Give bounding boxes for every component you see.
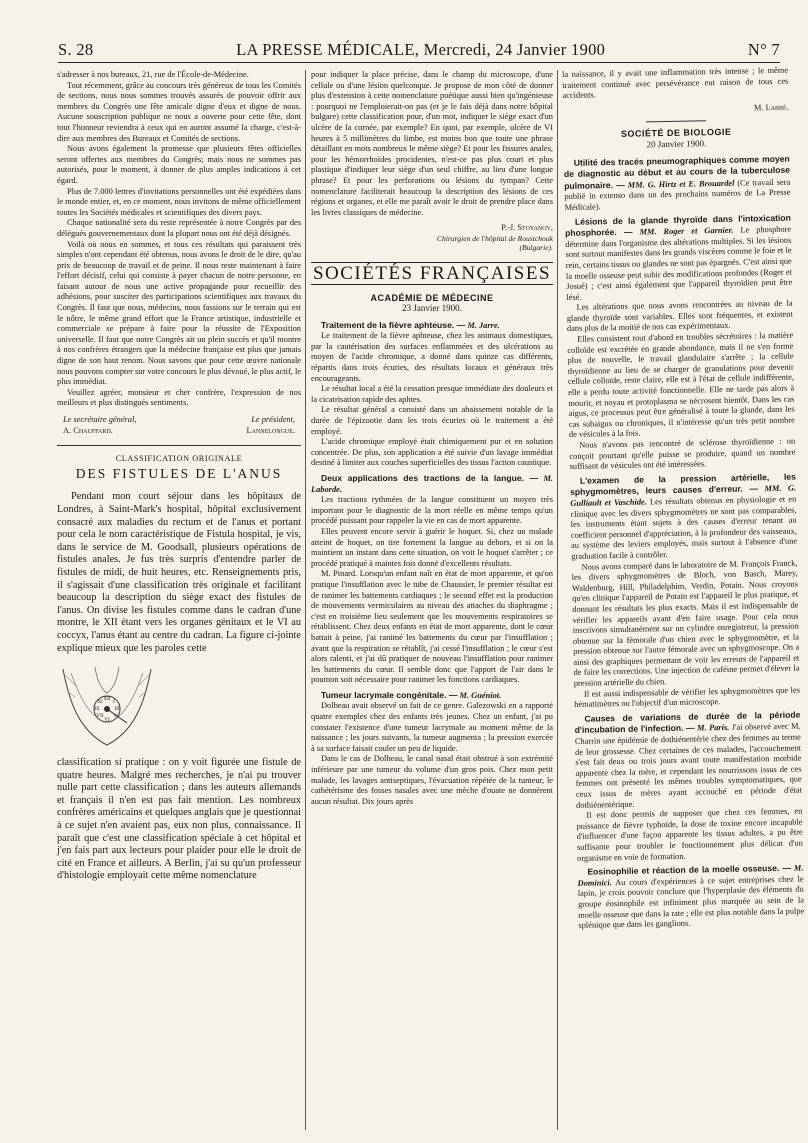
page-header [58, 38, 780, 63]
paragraph: Plus de 7.000 lettres d'invitations personnelles ont été expédiées dans le monde entier, et, en ce moment, nous invitons de même officiellement toutes les Sociétés médicales et scientifiques des divers pays. [57, 186, 301, 217]
article-title: DES FISTULES DE L'ANUS [75, 465, 283, 481]
paragraph: Il est donc permis de supposer que chez ces femmes, en puissance de fièvre typhoïde, la dose de toxine encore incapable d'influencer d'une façon apparente les tissus adultes, a pu être suffisante pour troubler le fonctionnement plus délicat d'un organisme en voie de formation. [576, 806, 803, 863]
section-date: 20 Janvier 1900. [646, 138, 707, 150]
paragraph: M. Pinard. Lorsqu'un enfant naît en état de mort apparente, et qu'on pratique l'insufflation avec le tube de Chaussier, le premier résultat est de ranimer les battements cardiaques ; le second effet est la production de mouvements vermiculaires au niveau des attaches du diaphragme ; c'est en troisième lieu seulement que les mouvements respiratoires se rétablissent. Chez deux enfants en état de mort apparente, dont le cœur battait à peine, j'ai ranimé les battements du cœur par l'insufflation ; avant que la respiration se rétablît, j'ai cessé l'insufflation ; le cœur s'est alors ralenti, et j'ai dû pratiquer de nouveau l'insufflation pour ranimer les battements du cœur. Il semble donc que l'apport de l'air dans le poumon soit nécessaire pour ranimer les fonctions cardiaques. [311, 569, 553, 685]
paragraph: Pendant mon court séjour dans les hôpitaux de Londres, à Saint-Mark's hospital, hôpital exclusivement consacré aux maladies du rectum et de l'anus et portant pour cela le nom caractéristique de Fistula hospital, je vis, dans le service de M. Goodsall, plusieurs opérations de fistules anales. Je fus très surpris d'entendre parler de fistules de midi, de huit heures, etc. Renseignements pris, il s'agissait d'une classification très originale et facilitant beaucoup la description du siège exact des fistules de l'anus. On divise les fistules comme dans le cadran d'une montre, le XII étant vers les organes génitaux et le VI au coccyx, l'anus étant au centre du cadran. La figure ci-jointe explique mieux que les paroles cette [57, 491, 301, 654]
paragraph: Nous avons également la promesse que plusieurs fêtes officielles seront offertes aux membres du Congrès; mais nous ne sommes pas autorisés, pour le moment, à donner de plus amples indications à cet égard. [57, 144, 301, 185]
column-divider [557, 70, 558, 1130]
svg-text:VI: VI [104, 718, 110, 724]
page-number: S. 28 [58, 40, 94, 59]
section-title: ACADÉMIE DE MÉDECINE [370, 292, 494, 303]
paragraph: Il est aussi indispensable de vérifier les sphygmomètres que les hématimètres ou l'objectif d'un microscope. [574, 685, 801, 710]
abstract-heading: Deux applications des tractions de la langue. — M. Laborde. [311, 473, 554, 494]
article-lead [57, 491, 301, 655]
svg-text:V: V [113, 714, 117, 720]
paragraph: Le résultat local a été la cessation presque immédiate des douleurs et la cicatrisation rapide des aphtes. [311, 384, 553, 404]
masthead-title: LA PRESSE MÉDICALE, Mercredi, 24 Janvier 1900 [236, 40, 606, 59]
svg-text:III: III [114, 707, 120, 713]
column-1 [57, 70, 301, 1130]
signature-role-left: Le secrétaire général, [63, 415, 137, 424]
section-banner: SOCIÉTÉS FRANÇAISES [312, 262, 552, 284]
signature-names [57, 426, 301, 437]
paragraph: Dolbeau avait observé un fait de ce genre. Galezowski en a rapporté quatre exemples chez des enfants très jeunes. Chez un enfant, j'ai pu constater l'existence d'une tumeur lacrymale au moment même de la naissance ; les jours suivants, la tumeur augmenta ; la pression exercée à sa surface faisait couler un peu de liquide. [311, 701, 553, 753]
paragraph: Elles peuvent encore servir à guérir le hoquet. Si, chez un malade atteint de hoquet, on tire fortement la langue au dehors, et si on la maintient un instant dans cette situation, on voit le hoquet s'arrêter ; ce procédé pratiqué à maintes fois donné d'excellents résultats. [311, 526, 553, 568]
paragraph: Tout récemment, grâce au concours très généreux de tous les Comités de sections, nous nous sommes trouvés assurés de pouvoir offrir aux membres du Congrès une fête amicale digne d'eux et digne de nous. Aucune souscription publique ne nous a ouverte pour cette fête, dont tout l'honneur reviendra à ceux qui en auront assumé la charge, c'est-à-dire aux membres des Bureaux et Comités de sections. [57, 80, 301, 143]
signature-name-left: A. Chauffard. [63, 425, 113, 435]
svg-text:IX: IX [94, 707, 100, 713]
column-divider [305, 70, 306, 1130]
article-kicker: CLASSIFICATION ORIGINALE [115, 454, 243, 464]
anal-fistula-clock-diagram [57, 661, 157, 751]
paragraph: Le traitement de la fièvre aphteuse, chez les animaux domestiques, par la cautérisation des surfaces enflammées et des ulcérations au moyen de l'acide chromique, a donné dans quinze cas différents, répartis dans trois écuries, des résultats locaux et généraux très encourageants. [311, 331, 553, 383]
figure [57, 661, 301, 751]
abstract-heading: Lésions de la glande thyroïde dans l'intoxication phosphorée. — MM. Roger et Garnier. Le phosphore détermine dans l'organisme des altérations multiples. Si les lésions sont surtout manifestes dans les grands viscères comme le foie et le rein, certains tissus ou glandes ne sont pas épargnés. C'est ainsi que la moelle osseuse peut subir des modifications profondes (Roger et Josué) ; c'est ainsi également que l'appareil thyroïdien peut être lésé. [565, 212, 793, 302]
paragraph: Elles consistent tout d'abord en troubles sécrétoires : la matière colloïde est excrétée en grande abondance, mais il ne s'en forme plus de nouvelle, le travail glandulaire s'arrête ; la cellule thyroïdienne au lieu de se charger de granulations pour devenir cellule colloïde, reste claire, elle est à l'état de cellule indifférente, elle a perdu toute activité fonctionnelle. Elle ne tarde pas alors à mourir, et noyau et protoplasma se nécrosent bientôt. Dans les cas aigus, ce processus peut être généralisé à toute la glande, dans les cas subaigus ou chroniques, il n'intéresse qu'un très petit nombre de vésicules à la fois. [567, 330, 795, 440]
signature-role-right: Le président, [251, 415, 295, 424]
abstract-heading: Eosinophilie et réaction de la moelle osseuse. — M. Dominici. Au cours d'expériences à ce sujet entreprises chez le lapin, je crois pouvoir conclure que l'hyperplasie des éléments du groupe éosinophile est infiniment plus marquée au sein de la moelle osseuse que dans la rate ; elle est plus notable dans la pulpe splénique que dans les ganglions. [577, 862, 805, 930]
paragraph: Dans le cas de Dolbeau, le canal nasal était obstrué à son extrémité inférieure par une tumeur du volume d'un gros pois. Chez mon petit malade, les lavages antiseptiques, l'évacuation répétée de la tumeur, le cathétérisme des fosses nasales avec une mèche d'ouate ne donnèrent aucun résultat. Dix jours après [311, 754, 553, 806]
paragraph: Chaque nationalité sera du reste représentée à notre Congrès par des délégués gouvernementaux dont la plupart nous ont été déjà désignés. [57, 218, 301, 238]
section-date: 23 Janvier 1900. [402, 303, 462, 314]
column-3 [562, 66, 808, 1130]
signature-roles [57, 415, 301, 426]
svg-text:XII: XII [103, 697, 111, 703]
author-affiliation-country: (Bulgarie). [519, 242, 553, 252]
abstract-heading: Utilité des tracés pneumographiques comme moyen de diagnostic au début et au cours de la tuberculose pulmonaire. — MM. G. Hirtz et E. Brouardel (Ce travail sera publié in extenso dans un des prochains numéros de La Presse Médicale). [563, 153, 791, 212]
section-divider [57, 445, 301, 446]
abstract-heading: L'examen de la pression artérielle, les sphygmomètres, leurs causes d'erreur. — MM. G. Gulliault et Vaschide. Les résultats obtenus en physiologie et en clinique avec les divers sphygmomètres ne sont pas comparables, les instruments étant sujets à des causes d'erreur tenant au coefficient personnel d'appréciation, à la profondeur des vaisseaux, au système des leviers employés, mais surtout à l'absence d'une graduation facile à contrôler. [570, 471, 798, 561]
paragraph: Les altérations que nous avons rencontrées au niveau de la glande thyroïde sont variables. Elles sont fréquentes, et existent dans plus de la moitié de nos cas expérimentaux. [566, 298, 793, 334]
paragraph: la naissance, il y avait une inflammation très intense ; le même traitement continué avec persévérance eut raison de tous ces accidents. [562, 65, 789, 101]
abstract-heading: Traitement de la fièvre aphteuse. — M. Jarre. [321, 319, 500, 330]
paragraph: Nous n'avons pas rencontré de sclérose thyroïdienne : on conçoit pourtant qu'elle puisse se produire, quand un nombre suffisant de vésicules ont été intéressées. [569, 436, 796, 472]
paragraph: Les tractions rythmées de la langue constituent un moyen très important pour le diagnostic de la mort réelle en même temps qu'un procédé puissant pour rappeler la vie en cas de mort apparente. [311, 495, 553, 526]
svg-text:XI: XI [97, 700, 103, 706]
paragraph: Voilà où nous en sommes, et tous ces résultats qui paraissent très simples n'ont cependant été obtenus, nous avons le droit de le dire, qu'au prix de beaucoup de travail et de peine. Il nous reste maintenant à faire l'effort décisif, celui qui consiste à payer chacun de notre personne, en faisant autour de nous une active propagande pour recueillir des adhésions, pour susciter des participations scientifiques aux travaux du Congrès. Il faut que nous, médecins, nous fassions sur le terrain qui est le nôtre, le même grand effort que la France artistique, industrielle et commerciale se prépare à faire pour la réussite de l'Exposition universelle. Il faut que notre Congrès ait un plein succès et qu'il montre à nos confrères étrangers que la médecine française est plus que jamais digne de son haut renom. Nous savons que pour cette œuvre nationale nous pouvons compter sur votre concours le plus dévoué, le plus actif, le plus immédiat. [57, 239, 301, 387]
paragraph: Nous avons comparé dans le laboratoire de M. François Franck, les divers sphygmomètres de Bloch, von Basch, Marey, Waldenburg, Hill, Philadelphim, Verdin, Potain. Nous croyons qu'en clinique l'appareil de Potain est l'appareil le plus pratique, et donnant les résultats les plus exacts. Mais il est indispensable de vérifier les appareils avant d'en faire usage. Pour cela nous inscrivons simultanément sur un cylindre enregistreur, la pression obtenue sur la fémorale d'un chien avec le sphygmomètre, et la pression obtenue sur l'autre fémorale avec un sphygmoscope. On a ainsi des graphiques permettant de voir les erreurs de l'appareil et de faire les corrections. Une injection de caféine permet d'élever la pression artérielle du chien. [571, 558, 800, 688]
issue-number: N° 7 [747, 40, 780, 59]
svg-text:VII: VII [96, 714, 104, 720]
author-affiliation: Chirurgien de l'hôpital de Roustchouk [436, 233, 553, 243]
section-title: SOCIÉTÉ DE BIOLOGIE [620, 127, 732, 140]
short-divider [646, 121, 706, 123]
svg-text:I: I [113, 700, 115, 706]
abstract-heading: Tumeur lacrymale congénitale. — M. Guéniot. [321, 689, 502, 700]
column-2 [311, 70, 553, 1130]
paragraph: pour indiquer la place précise, dans le champ du microscope, d'une cellule ou d'une lésion quelconque. Je propose de mon côté de donner plus d'extension à cette nomenclature poétique aussi bien qu'ingénieuse : pourquoi ne l'emploierait-on pas (et je le fais déjà dans notre hôpital bulgare) cette classification pour, d'un mot, indiquer le siège exact d'un ulcère de la cornée, par exemple? En quoi, par exemple, ulcère de VI heures à 5 millimètres du limbe, est moins bon que toute une phrase détaillant en mots nombreux le même siège? Et pour les fissures anales, pour les hémorrhoïdes procidentes, n'est-ce pas plus court et plus plastique d'indiquer leur siège d'un seul chiffre, au lieu d'une longue phrase? Et pour les perforations ou lésions du tympan? Cette nomenclature faciliterait beaucoup la description des lésions de ces régions et organes, et elle me paraît avoir le droit de prendre place dans les livres classiques de médecine. [311, 70, 553, 217]
author-signature: P.-J. Stoyanov, [501, 223, 553, 233]
abstract-heading: Causes de variations de durée de la période d'incubation de l'infection. — M. Paris. J'ai observé avec M. Charrin une épidémie de dothiénentérie chez des femmes au terme de leur grossesse. Chez certaines de ces malades, l'accouchement s'est fait deux ou trois jours avant toute manifestation morbide apparente chez la mère, et cependant les nourrissons issus de ces femmes ont présenté les mêmes troubles symptomatiques, que ceux issus de mères ayant accouché en période d'état dothiénentérique. [574, 709, 802, 810]
signature-name-right: Lannelongue. [246, 425, 295, 435]
paragraph: Le résultat général a consisté dans un abaissement notable de la durée de l'épizootie dans les trois écuries où le traitement a été employé. [311, 405, 553, 436]
paragraph: L'acide chromique employé était chimiquement pur et en solution concentrée. De plus, son application a été suivie d'un lavage immédiat destiné à limiter aux couches superficielles des tissus l'action caustique. [311, 437, 553, 468]
author-signature: M. Labbé. [753, 102, 789, 113]
figure-caption-text: classification si pratique : on y voit figurée une fistule de quatre heures. Malgré mes recherches, je n'ai pu trouver nulle part cette classification ; dans les auteurs allemands et français il n'en est pas fait mention. Les nombreux confrères américains et quelques anglais que je questionnai à ce sujet n'en avaient pas, eux non plus, connaissance. Il paraît que c'est une classification spéciale à cet hôpital et j'en fais part aux lecteurs pour plaider pour elle le droit de cité en France et ailleurs. A Berlin, j'ai su qu'un professeur d'histologie employait cette même nomenclature [57, 757, 301, 882]
paragraph: s'adresser à nos bureaux, 21, rue de l'École-de-Médecine. [57, 70, 249, 79]
paragraph: Veuillez agréer, monsieur et cher confrère, l'expression de nos meilleurs et plus distingués sentiments. [57, 387, 301, 408]
